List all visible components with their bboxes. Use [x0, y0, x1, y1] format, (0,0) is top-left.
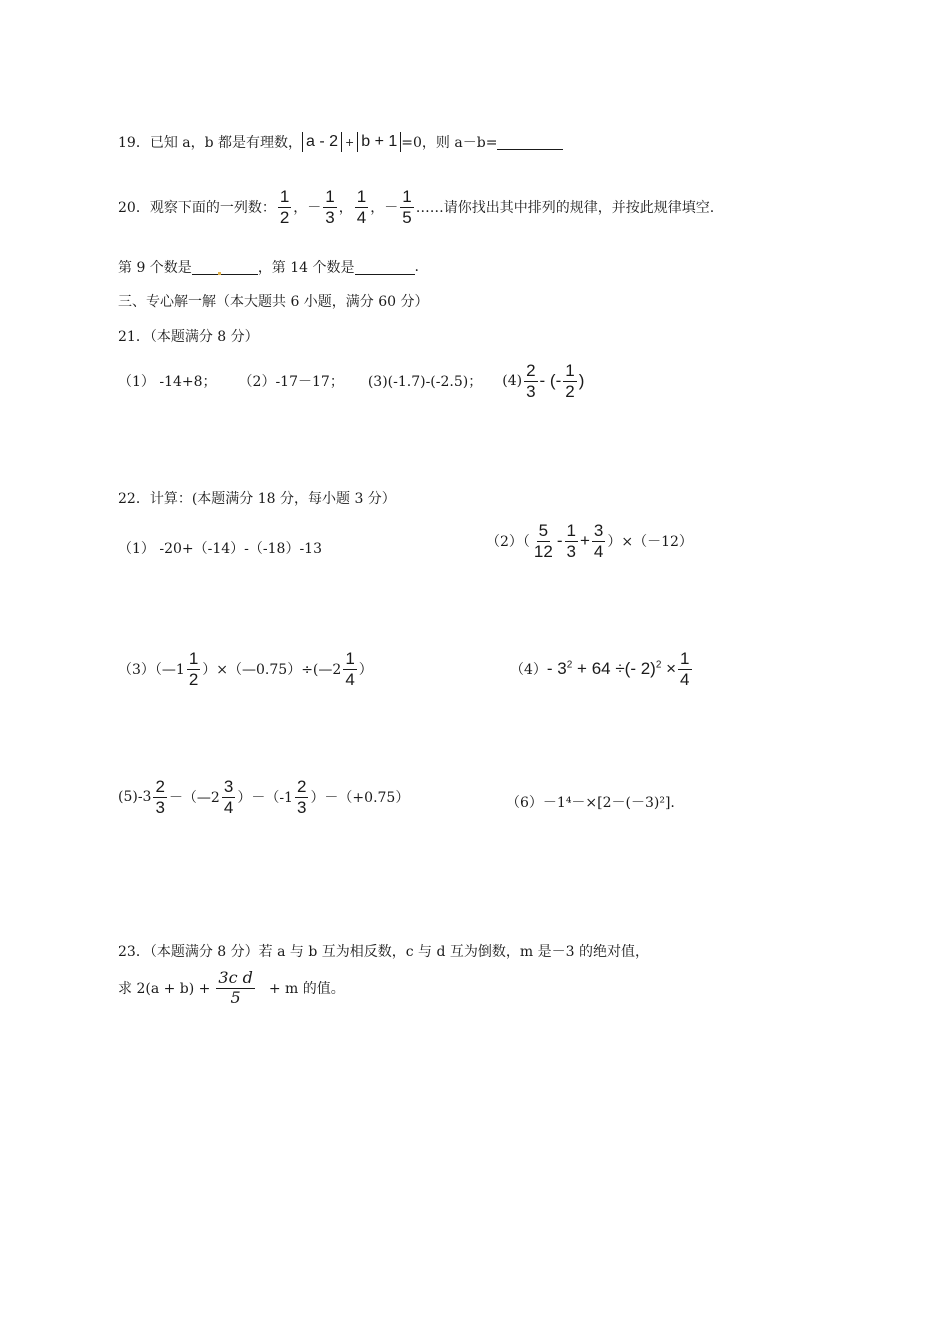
abs-a-minus-2: a - 2 [302, 132, 342, 152]
operator-minus: - [556, 531, 563, 551]
question-23-line-2 [118, 970, 345, 1007]
q22-part-6 [506, 792, 675, 812]
fraction-1-3: $\frac{1}{3}$ [566, 521, 576, 561]
answer-blank-19[interactable] [497, 135, 563, 150]
answer-blank-20-ninth[interactable] [192, 260, 258, 275]
fraction-2-3: $\frac{2}{3}$ [155, 777, 165, 817]
q19-plus: + [345, 135, 355, 149]
q22-part-5 [118, 778, 409, 817]
q21-part-4-close: ) [578, 371, 585, 391]
abs-b-plus-1: b + 1 [357, 132, 401, 152]
q21-part-1: （1） -14+8； [118, 374, 217, 391]
q22-part-4-label: （4） [510, 662, 547, 679]
q22-part-3-a: （3）（—1 [118, 662, 185, 679]
q22-title-text: 22．计算：(本题满分 18 分，每小题 3 分） [118, 491, 396, 507]
fraction-5-12: $\frac{5}{12}$ [533, 521, 553, 561]
fraction-1-4: $\frac{1}{4}$ [345, 649, 355, 689]
question-21-parts [118, 362, 584, 401]
section-3-text: 三、专心解一解（本大题共 6 小题，满分 60 分） [118, 294, 429, 310]
expr-a: - 3 [546, 659, 567, 679]
q21-part-4-label: (4) [502, 373, 523, 390]
q22-part-5-b: －（—2 [168, 790, 220, 807]
q20-ninth-label: 第 9 个数是 [118, 260, 192, 276]
fraction-3cd-5: $\frac{\text{3c d}}{5}$ [218, 968, 253, 1007]
fraction-2-3: $\frac{2}{3}$ [526, 361, 536, 401]
fraction-1-2: $\frac{1}{2}$ [279, 187, 290, 227]
q19-prefix: 19．已知 a，b 都是有理数， [118, 135, 303, 151]
q22-part-2-end: ）×（－12） [607, 534, 693, 551]
section-3-heading [118, 291, 429, 311]
fraction-1-4: $\frac{1}{4}$ [680, 649, 690, 689]
q22-part-4 [510, 650, 694, 689]
fraction-3-4: $\frac{3}{4}$ [593, 521, 604, 561]
q20-period: . [414, 259, 419, 275]
separator: ， [338, 200, 353, 217]
q22-part-5-a: (5)-3 [118, 789, 152, 806]
expr-c: × [661, 659, 677, 679]
expr-b: + 64 ÷(- 2) [572, 659, 656, 679]
marker-dot [218, 272, 221, 275]
question-20-blanks [118, 257, 419, 277]
q20-prefix: 20．观察下面的一列数： [118, 200, 276, 217]
operator-plus: + [579, 531, 590, 551]
q21-part-4-operator: - (- [539, 371, 562, 391]
q23-text-2a: 求 2(a + b) + [118, 981, 211, 998]
q22-part-6-text: （6）－1⁴－×[2－(－3)²]. [506, 795, 675, 811]
q22-part-5-c: ）－（-1 [237, 790, 293, 807]
q22-part-3 [118, 650, 373, 689]
q20-suffix: ……请你找出其中排列的规律，并按此规律填空. [415, 200, 715, 217]
q20-fourteenth-label: ，第 14 个数是 [257, 260, 355, 276]
exponent: 2 [566, 659, 573, 671]
q22-part-2-label: （2）（ [486, 534, 530, 551]
question-19 [118, 132, 563, 152]
q22-part-4-expression [547, 659, 676, 679]
fraction-1-2: $\frac{1}{2}$ [565, 361, 575, 401]
question-20 [118, 188, 714, 227]
fraction-1-4: $\frac{1}{4}$ [356, 187, 367, 227]
fraction-3-4: $\frac{3}{4}$ [223, 777, 234, 817]
separator: ，－ [370, 200, 399, 217]
q23-text-2b: + m 的值。 [268, 981, 345, 998]
q19-suffix: =0，则 a－b= [401, 135, 498, 151]
q21-part-3: (3)(-1.7)-(-2.5)； [367, 374, 483, 391]
q22-part-1-text: （1） -20+（-14）-（-18）-13 [118, 541, 322, 557]
separator: ，－ [293, 200, 322, 217]
q22-part-1 [118, 538, 322, 558]
question-21-title [118, 326, 259, 346]
q22-part-2 [486, 522, 693, 561]
q22-part-5-d: ）－（+0.75） [310, 790, 410, 807]
fraction-1-2: $\frac{1}{2}$ [188, 649, 199, 689]
q22-part-3-c: ） [358, 662, 373, 679]
exponent: 2 [655, 659, 662, 671]
q21-title-text: 21．（本题满分 8 分） [118, 329, 259, 345]
question-22-title [118, 488, 396, 508]
fraction-1-3: $\frac{1}{3}$ [325, 187, 335, 227]
question-23-line-1 [118, 941, 649, 961]
answer-blank-20-fourteenth[interactable] [355, 260, 415, 275]
q23-text-1: 23．（本题满分 8 分）若 a 与 b 互为相反数，c 与 d 互为倒数，m 是－3 的绝对值， [118, 944, 649, 960]
q22-part-3-b: ）×（—0.75）÷(—2 [202, 662, 342, 679]
fraction-2-3: $\frac{2}{3}$ [296, 777, 307, 817]
q21-part-2: （2）-17－17； [238, 374, 344, 391]
fraction-1-5: $\frac{1}{5}$ [402, 187, 412, 227]
